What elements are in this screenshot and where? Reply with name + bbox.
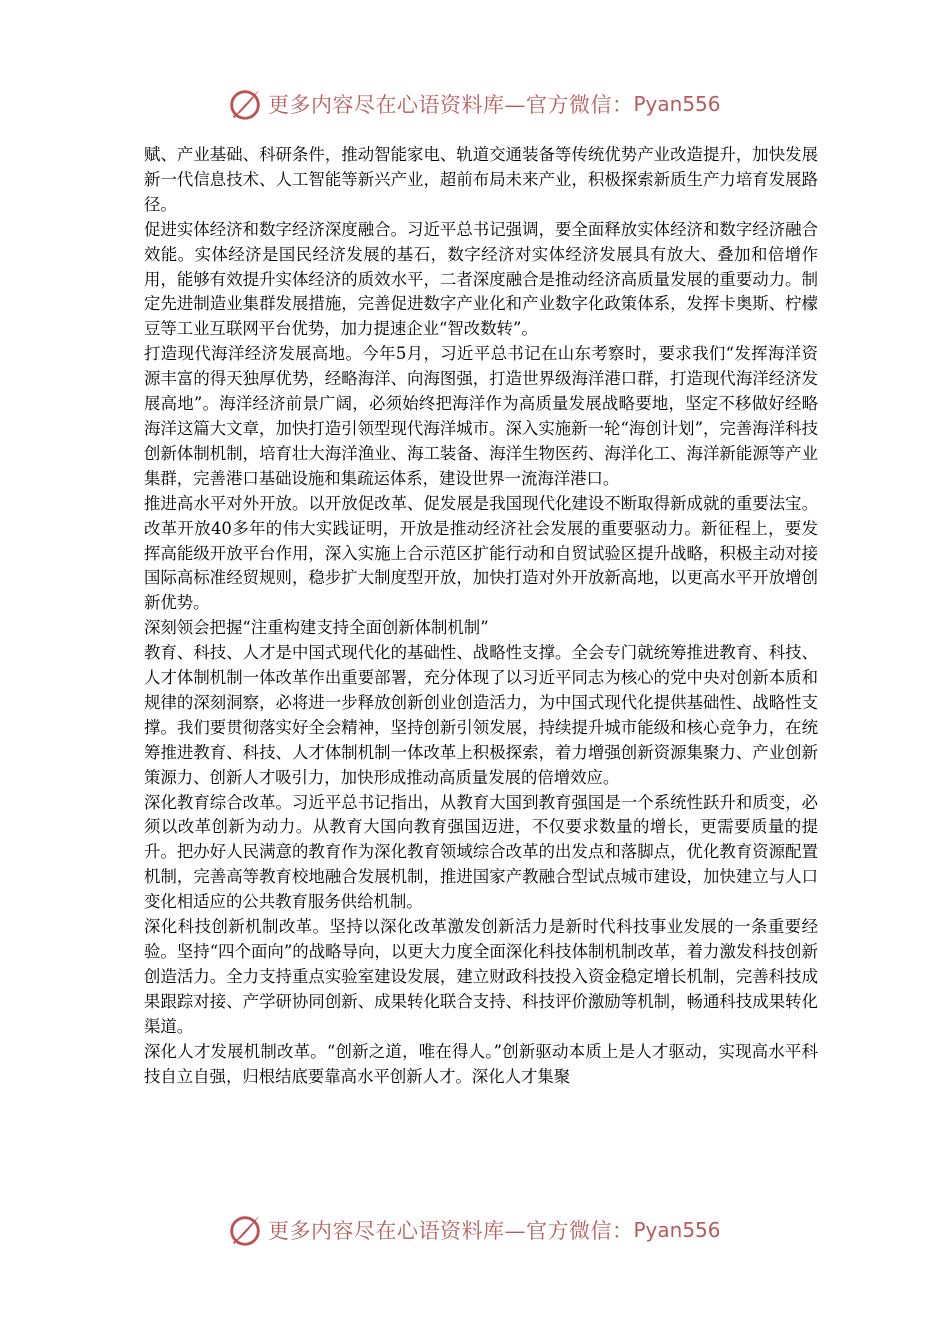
watermark-wechat-id: Pyan556 — [633, 92, 721, 116]
document-body — [144, 143, 818, 1089]
watermark-wechat-id: Pyan556 — [633, 1218, 721, 1242]
paragraph: 深化科技创新机制改革。坚持以深化改革激发创新活力是新时代科技事业发展的一条重要经验。坚持“四个面向”的战略导向，以更大力度全面深化科技体制机制改革，着力激发科技创新创造活力。全力支持重点实验室建设发展，建立财政科技投入资金稳定增长机制，完善科技成果跟踪对接、产学研协同创新、成果转化联合支持、科技评价激励等机制，畅通科技成果转化渠道。 — [144, 917, 818, 1036]
paragraph: 深化教育综合改革。习近平总书记指出，从教育大国到教育强国是一个系统性跃升和质变，必须以改革创新为动力。从教育大国向教育强国迈进，不仅要求数量的增长，更需要质量的提升。把办好人民满意的教育作为深化教育领域综合改革的出发点和落脚点，优化教育资源配置机制，完善高等教育校地融合发展机制，推进国家产教融合型试点城市建设，加快建立与人口变化相适应的公共教育服务供给机制。 — [144, 792, 818, 912]
watermark-text: 更多内容尽在心语资料库—官方微信： — [268, 1219, 634, 1243]
paragraph: 打造现代海洋经济发展高地。今年5月，习近平总书记在山东考察时，要求我们“发挥海洋资源丰富的得天独厚优势，经略海洋、向海图强，打造世界级海洋港口群，打造现代海洋经济发展高地”。海洋经济前景广阔，必须始终把海洋作为高质量发展战略要地，坚定不移做好经略海洋这篇大文章，加快打造引领型现代海洋城市。深入实施新一轮“海创计划”，完善海洋科技创新体制机制，培育壮大海洋渔业、海工装备、海洋生物医药、海洋化工、海洋新能源等产业集群，完善港口基础设施和集疏运体系，建设世界一流海洋港口。 — [144, 344, 818, 488]
quill-logo-icon — [226, 1211, 264, 1249]
section-heading: 深刻领会把握“注重构建支持全面创新体制机制” — [144, 618, 489, 638]
paragraph: 赋、产业基础、科研条件，推动智能家电、轨道交通装备等传统优势产业改造提升，加快发展新一代信息技术、人工智能等新兴产业，超前布局未来产业，积极探索新质生产力培育发展路径。 — [144, 145, 818, 214]
quill-logo-icon — [226, 85, 264, 123]
paragraph: 深化人才发展机制改革。“创新之道，唯在得人。”创新驱动本质上是人才驱动，实现高水平科技自立自强，归根结底要靠高水平创新人才。深化人才集聚 — [144, 1041, 818, 1086]
watermark-footer — [226, 1210, 746, 1250]
paragraph: 推进高水平对外开放。以开放促改革、促发展是我国现代化建设不断取得新成就的重要法宝。改革开放40多年的伟大实践证明，开放是推动经济社会发展的重要驱动力。新征程上，要发挥高能级开放平台作用，深入实施上合示范区扩能行动和自贸试验区提升战略，积极主动对接国际高标准经贸规则，稳步扩大制度型开放，加快打造对外开放新高地，以更高水平开放增创新优势。 — [144, 493, 818, 613]
watermark-header — [226, 84, 746, 124]
paragraph: 促进实体经济和数字经济深度融合。习近平总书记强调，要全面释放实体经济和数字经济融合效能。实体经济是国民经济发展的基石，数字经济对实体经济发展具有放大、叠加和倍增作用，能够有效提升实体经济的质效水平，二者深度融合是推动经济高质量发展的重要动力。制定先进制造业集群发展措施，完善促进数字产业化和产业数字化政策体系，发挥卡奥斯、柠檬豆等工业互联网平台优势，加力提速企业“智改数转”。 — [144, 219, 818, 339]
paragraph: 教育、科技、人才是中国式现代化的基础性、战略性支撑。全会专门就统筹推进教育、科技、人才体制机制一体改革作出重要部署，充分体现了以习近平同志为核心的党中央对创新本质和规律的深刻洞察，必将进一步释放创新创业创造活力，为中国式现代化提供基础性、战略性支撑。我们要贯彻落实好全会精神，坚持创新引领发展，持续提升城市能级和核心竞争力，在统筹推进教育、科技、人才体制机制一体改革上积极探索，着力增强创新资源集聚力、产业创新策源力、创新人才吸引力，加快形成推动高质量发展的倍增效应。 — [144, 643, 818, 787]
watermark-text: 更多内容尽在心语资料库—官方微信： — [268, 93, 634, 117]
